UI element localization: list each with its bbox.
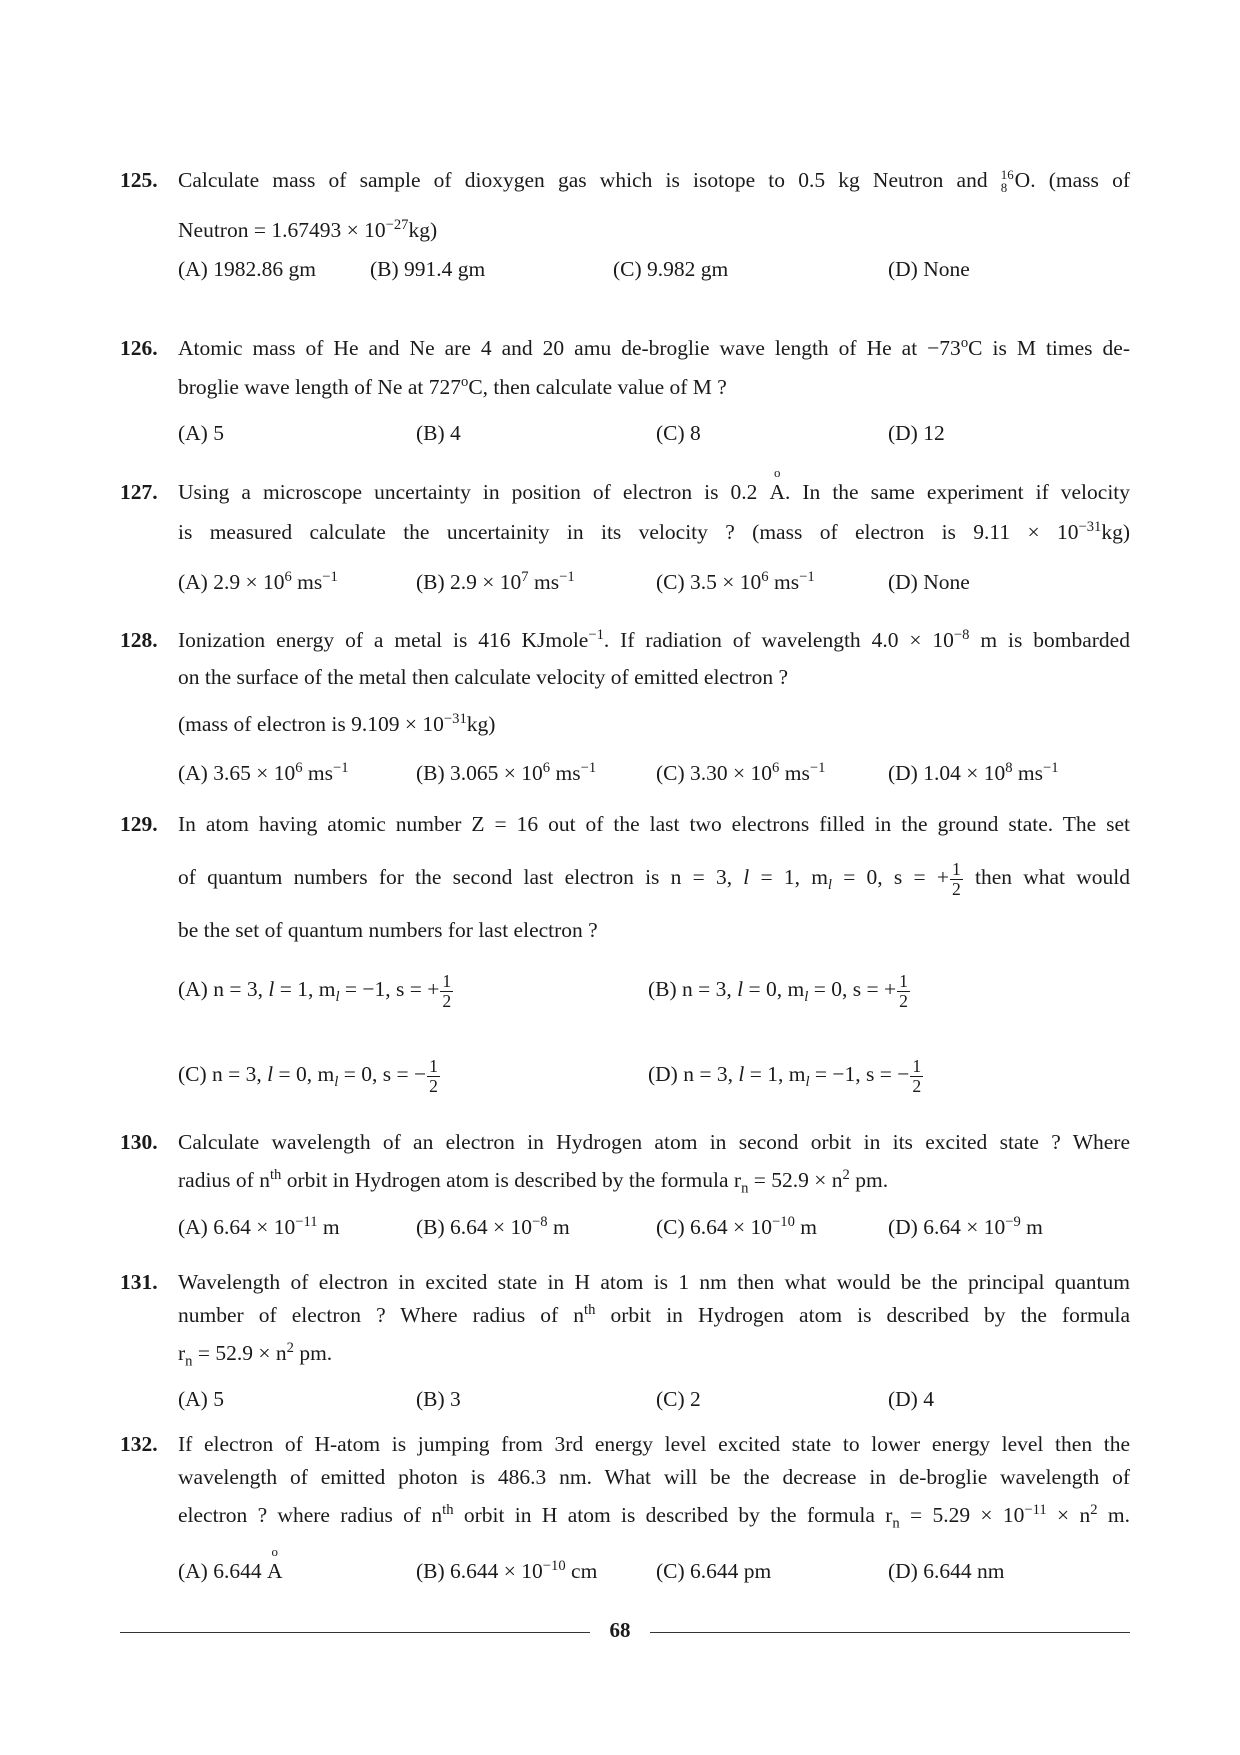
option-a: (A) 5 (178, 1387, 224, 1411)
option-b: (B) $2.9 \times 10^7$ $ms^{-1}$ (416, 568, 575, 594)
option-c: (C) $3.5 \times 10^6$ $ms^{-1}$ (656, 568, 815, 594)
option-a: (A) $6.64 \times 10^{-11}$ m (178, 1213, 340, 1239)
question-text: of quantum numbers for the second last electron is n = 3, l = 1, $m_l = 0$, s = + $\frac{1}{2}$ then what would (178, 859, 1130, 899)
question-text: broglie wave length of Ne at 727$^o$C, then calculate value of M ? (178, 373, 727, 399)
option-c: (C) 6.644 pm (656, 1559, 772, 1583)
option-d: (D) 6.644 nm (888, 1559, 1005, 1583)
angstrom-symbol: o A (266, 1545, 283, 1583)
question-text: Wavelength of electron in excited state in H atom is 1 nm then what would be the principal quantum (178, 1270, 1130, 1294)
question-text: Atomic mass of He and Ne are 4 and 20 amu de-broglie wave length of He at $-73^oC$ is M times de- (178, 334, 1130, 360)
option-b: (B) 4 (416, 421, 461, 445)
option-b: (B) 3 (416, 1387, 461, 1411)
question-text: number of electron ? Where radius of $n^{th}$ orbit in Hydrogen atom is described by the formula (178, 1301, 1131, 1327)
question-text: In atom having atomic number Z = 16 out of the last two electrons filled in the ground state. The set (178, 812, 1130, 836)
option-d: (D) None (888, 570, 970, 594)
question-text: If electron of H-atom is jumping from 3rd energy level excited state to lower energy level then the (178, 1432, 1130, 1456)
question-number: 128. (120, 628, 158, 652)
question-number: 125. (120, 168, 158, 192)
question-number: 126. (120, 336, 158, 360)
option-d: (D) n = 3, l = 1, $m_l = -1$, s = − $\frac{1}{2}$ (648, 1056, 922, 1096)
option-c: (C) $3.30 \times 10^6$ $ms^{-1}$ (656, 759, 826, 785)
question-text: (mass of electron is $9.109 \times 10^{-31}kg$) (178, 710, 496, 736)
option-b: (B) $6.644 \times 10^{-10}$ cm (416, 1557, 598, 1583)
option-a: (A) $2.9 \times 10^6$ $ms^{-1}$ (178, 568, 338, 594)
option-c: (C) n = 3, l = 0, $m_l = 0$, s = − $\frac{1}{2}$ (178, 1056, 438, 1096)
option-b: (B) $3.065 \times 10^6$ $ms^{-1}$ (416, 759, 597, 785)
option-d: (D) 4 (888, 1387, 934, 1411)
question-text: Calculate wavelength of an electron in Hydrogen atom in second orbit in its excited state ? Where (178, 1130, 1130, 1154)
option-c: (C) 8 (656, 421, 701, 445)
option-b: (B) 991.4 gm (370, 257, 486, 281)
question-text: wavelength of emitted photon is 486.3 nm. What will be the decrease in de-broglie wavelength of (178, 1465, 1130, 1489)
question-number: 131. (120, 1270, 158, 1294)
footer-rule-right (650, 1632, 1130, 1633)
question-number: 129. (120, 812, 158, 836)
isotope-notation: 16 8 (1000, 168, 1014, 196)
angstrom-symbol: o A (769, 466, 785, 504)
option-a: (A) 5 (178, 421, 224, 445)
question-text: $r_n = 52.9 \times n^2$ pm. (178, 1339, 333, 1370)
fraction: $\frac{1}{2}$ (951, 859, 961, 899)
option-a: (A) 6.644 o A (178, 1545, 283, 1583)
question-text: Calculate mass of sample of dioxygen gas which is isotope to 0.5 kg Neutron and 16 8 O. (mass of (178, 168, 1130, 196)
question-text: Neutron = $1.67493 \times 10^{-27}kg$) (178, 216, 438, 242)
question-number: 127. (120, 480, 158, 504)
option-a: (A) $3.65 \times 10^6$ $ms^{-1}$ (178, 759, 349, 785)
option-b: (B) n = 3, l = 0, $m_l = 0$, s = + $\frac{1}{2}$ (648, 971, 908, 1011)
option-d: (D) $1.04 \times 10^8$ $ms^{-1}$ (888, 759, 1059, 785)
option-d: (D) 12 (888, 421, 945, 445)
question-number: 130. (120, 1130, 158, 1154)
option-d: (D) None (888, 257, 970, 281)
question-text: electron ? where radius of $n^{th}$ orbit in H atom is described by the formula $r_n = 5.29 \times 10^{-11} \times n^2$ m. (178, 1501, 1130, 1532)
option-c: (C) 2 (656, 1387, 701, 1411)
option-d: (D) $6.64 \times 10^{-9}$ m (888, 1213, 1043, 1239)
question-text: Using a microscope uncertainty in position of electron is 0.2 o A. In the same experiment if velocity (178, 466, 1131, 504)
option-c: (C) $6.64 \times 10^{-10}$ m (656, 1213, 818, 1239)
option-a: (A) 1982.86 gm (178, 257, 316, 281)
option-b: (B) $6.64 \times 10^{-8}$ m (416, 1213, 570, 1239)
question-text: radius of $n^{th}$ orbit in Hydrogen atom is described by the formula $r_n = 52.9 \times n^2$ pm. (178, 1166, 889, 1197)
option-c: (C) 9.982 gm (613, 257, 729, 281)
question-text: be the set of quantum numbers for last electron ? (178, 918, 598, 942)
page-number: 68 (609, 1618, 631, 1642)
footer-rule-left (120, 1632, 590, 1633)
option-a: (A) n = 3, l = 1, $m_l = -1$, s = + $\frac{1}{2}$ (178, 971, 452, 1011)
question-number: 132. (120, 1432, 158, 1456)
question-text: on the surface of the metal then calculate velocity of emitted electron ? (178, 665, 789, 689)
question-text: is measured calculate the uncertainity in its velocity ? (mass of electron is $9.11 \times 10^{-31}kg$) (178, 518, 1130, 544)
question-text: Ionization energy of a metal is 416 KJmole$^{-1}$. If radiation of wavelength $4.0 \times 10^{-8}$ m is bombarded (178, 626, 1130, 652)
